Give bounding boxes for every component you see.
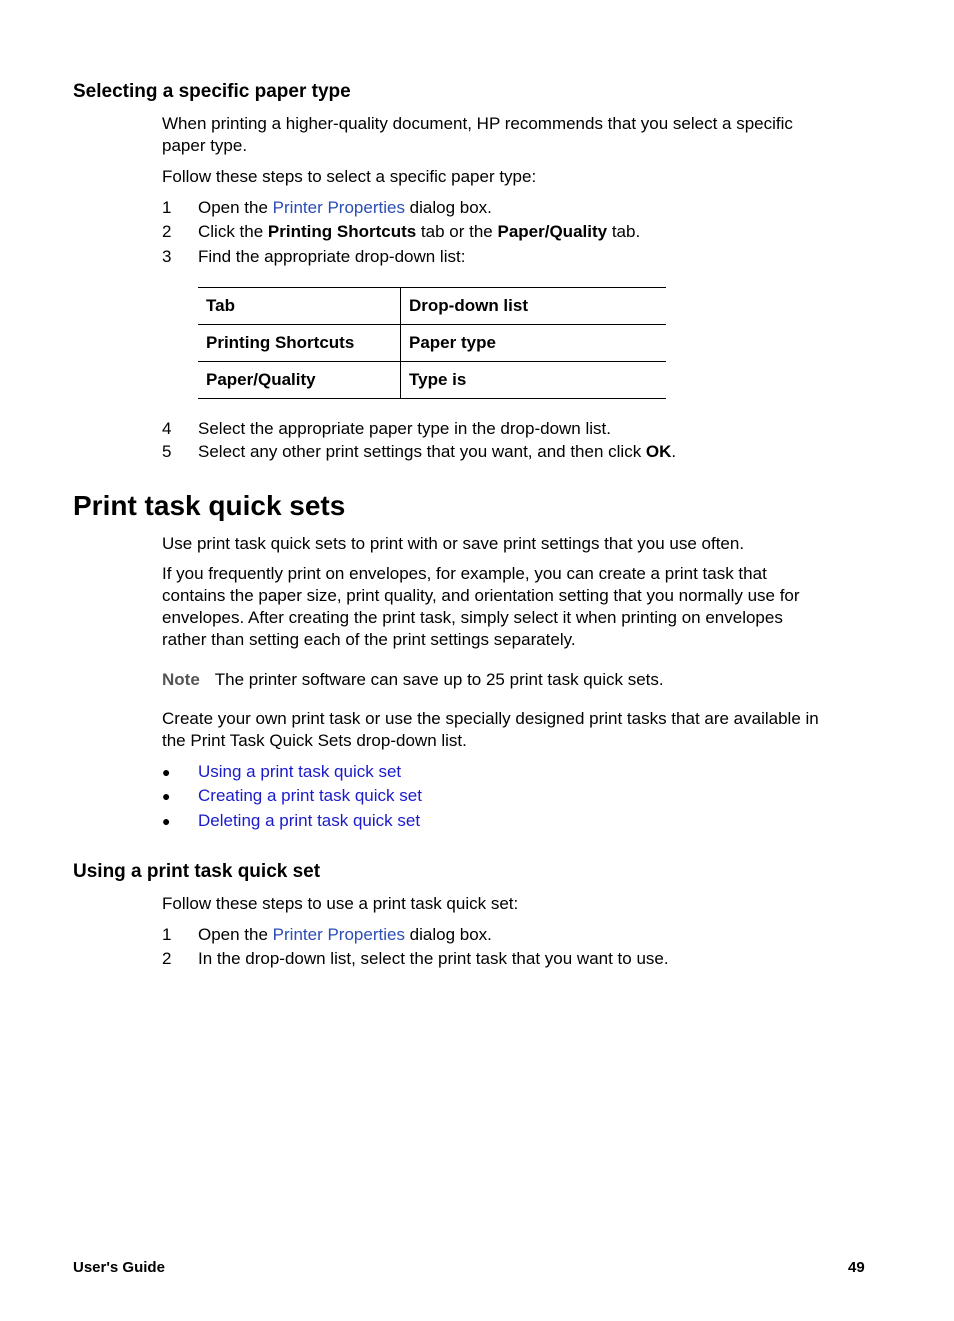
table-cell: Paper type [401,325,667,362]
page-number: 49 [848,1259,865,1276]
step-text: In the drop-down list, select the print task that you want to use. [198,949,669,968]
step-1 [162,197,862,219]
table-cell: Printing Shortcuts [198,325,401,362]
step-text-part: Open the [198,925,273,944]
step-3 [162,246,862,268]
step-4 [162,418,862,440]
page-title-print-task-quick-sets: Print task quick sets [73,490,346,521]
footer-guide-title: User's Guide [73,1259,165,1276]
paragraph-line: If you frequently print on envelopes, for example, you can create a print task that [162,564,767,583]
bullet-icon: ● [162,764,171,780]
step-5 [162,441,862,463]
paragraph-create [162,708,819,752]
link-creating-quick-set[interactable]: Creating a print task quick set [198,786,422,805]
printer-properties-link[interactable]: Printer Properties [272,198,405,217]
ok-label: OK [645,442,672,461]
step-text-part: tab. [607,222,641,241]
step-1 [162,924,862,946]
link-using-quick-set[interactable]: Using a print task quick set [198,762,402,781]
step-text-part: dialog box. [404,198,492,217]
paragraph-line: envelopes. After creating the print task, simply select it when printing on envelopes [162,608,783,627]
bullet-icon: ● [162,813,171,829]
table-row [198,325,666,362]
bullet-icon: ● [162,788,171,804]
paragraph-use: Use print task quick sets to print with or save print settings that you use often. [162,534,745,553]
link-deleting-quick-set[interactable]: Deleting a print task quick set [198,811,421,830]
step-2 [162,948,862,970]
section-heading-using-quick-set: Using a print task quick set [73,861,321,882]
step-number: 2 [162,222,172,241]
intro-line: When printing a higher-quality document, HP recommends that you select a specific [162,114,793,133]
step-number: 3 [162,247,172,266]
table-row [198,362,666,399]
step-number: 1 [162,925,172,944]
table-header-cell: Drop-down list [401,288,667,325]
paragraph-line: contains the paper size, print quality, and orientation setting that you normally use for [162,586,800,605]
tab-name-printing-shortcuts: Printing Shortcuts [267,222,417,241]
note [162,669,664,691]
paragraph-line: the Print Task Quick Sets drop-down list. [162,731,467,750]
paragraph-line: rather than setting each of the print settings separately. [162,630,576,649]
step-text [198,221,640,243]
step-number: 1 [162,198,172,217]
dropdown-table [198,287,666,399]
step-text-part: tab or the [416,222,498,241]
table-cell: Type is [401,362,667,399]
steps-intro: Follow these steps to select a specific paper type: [162,167,537,186]
list-item [162,785,862,807]
paragraph-envelopes [162,563,800,651]
step-text [198,441,676,463]
list-item [162,810,862,832]
section-heading-paper-type: Selecting a specific paper type [73,81,351,102]
paragraph-line: Create your own print task or use the specially designed print tasks that are available in [162,709,819,728]
step-text-part: Open the [198,198,273,217]
step-number: 5 [162,442,172,461]
note-text: The printer software can save up to 25 print task quick sets. [214,670,664,689]
step-text: Find the appropriate drop-down list: [198,247,466,266]
step-2 [162,221,862,243]
step-text: Select the appropriate paper type in the drop-down list. [198,419,611,438]
step-text-part: dialog box. [404,925,492,944]
list-item [162,761,862,783]
step-text-part: . [671,442,677,461]
steps-intro: Follow these steps to use a print task quick set: [162,894,519,913]
note-label: Note [162,670,200,689]
step-text [198,197,492,219]
tab-name-paper-quality: Paper/Quality [497,222,608,241]
step-text [198,924,492,946]
step-text-part: Click the [198,222,268,241]
table-cell: Paper/Quality [198,362,401,399]
table-header-cell: Tab [198,288,401,325]
paragraph-intro [162,113,793,157]
step-number: 2 [162,949,172,968]
table-header-row [198,288,666,325]
printer-properties-link[interactable]: Printer Properties [272,925,405,944]
step-number: 4 [162,419,172,438]
intro-line: paper type. [162,136,248,155]
step-text-part: Select any other print settings that you want, and then click [198,442,646,461]
